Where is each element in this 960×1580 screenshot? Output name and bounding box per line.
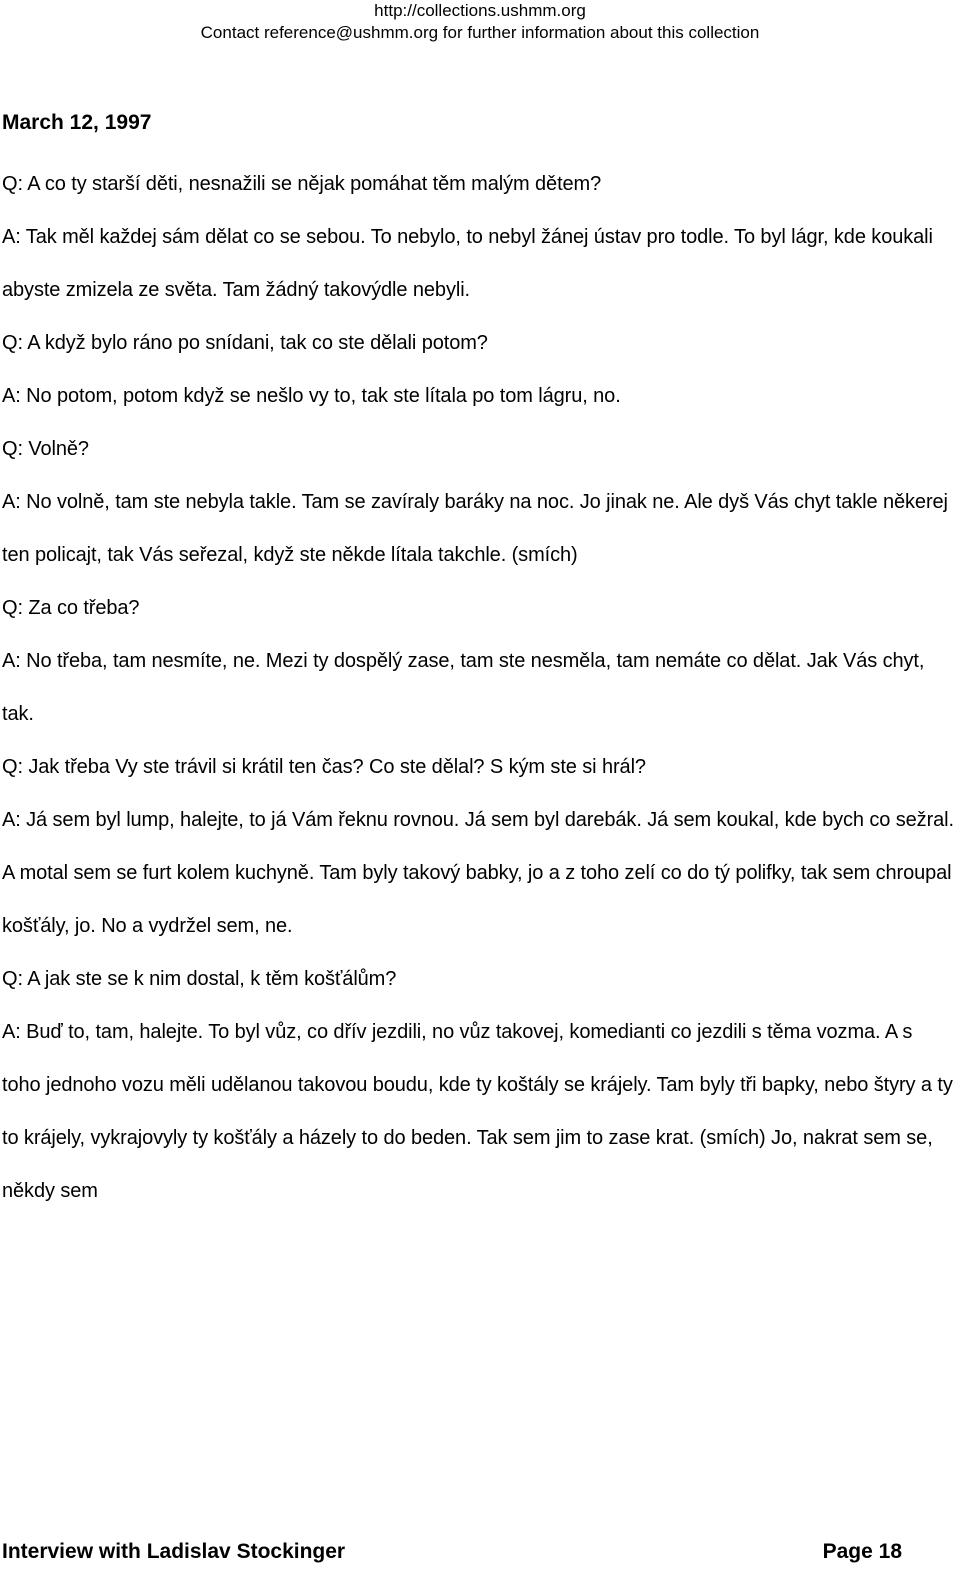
transcript-paragraph: A: No volně, tam ste nebyla takle. Tam se zavíraly baráky na noc. Jo jinak ne. Ale dyš Vás chyt takle někerej ten policajt, tak Vás seřezal, když ste někde lítala takchle. (smích) bbox=[2, 491, 948, 566]
transcript-paragraph: Q: Volně? bbox=[2, 438, 89, 460]
transcript-paragraph: Q: A jak ste se k nim dostal, k těm košťálům? bbox=[2, 968, 397, 990]
transcript-paragraph: Q: A co ty starší děti, nesnažili se nějak pomáhat těm malým dětem? bbox=[2, 173, 602, 195]
page-header bbox=[0, 0, 960, 44]
transcript-paragraph: Q: Za co třeba? bbox=[2, 597, 140, 619]
interview-date: March 12, 1997 bbox=[2, 111, 152, 134]
transcript-paragraph: A: Buď to, tam, halejte. To byl vůz, co dřív jezdili, no vůz takovej, komedianti co jezdili s těma vozma. A s toho jednoho vozu měli udělanou takovou boudu, kde ty koštály se krájely. Tam byly tři bapky, nebo štyry a ty to krájely, vykrajovyly ty košťály a házely to do beden. Tak sem jim to zase krat. (smích) Jo, nakrat sem se, někdy sem bbox=[2, 1021, 953, 1202]
transcript-paragraph: Q: A když bylo ráno po snídani, tak co ste dělali potom? bbox=[2, 332, 488, 354]
transcript-paragraph: A: No třeba, tam nesmíte, ne. Mezi ty dospělý zase, tam ste nesměla, tam nemáte co dělat. Jak Vás chyt, tak. bbox=[2, 650, 925, 725]
footer-page-number: Page 18 bbox=[822, 1540, 902, 1563]
transcript-paragraph: A: No potom, potom když se nešlo vy to, tak ste lítala po tom lágru, no. bbox=[2, 385, 621, 407]
transcript-paragraph: A: Tak měl každej sám dělat co se sebou. To nebylo, to nebyl žánej ústav pro todle. To byl lágr, kde koukali abyste zmizela ze světa. Tam žádný takovýdle nebyli. bbox=[2, 226, 933, 301]
transcript-paragraph: A: Já sem byl lump, halejte, to já Vám řeknu rovnou. Já sem byl darebák. Já sem koukal, kde bych co sežral. A motal sem se furt kolem kuchyně. Tam byly takový babky, jo a z toho zelí co do tý polifky, tak sem chroupal košťály, jo. No a vydržel sem, ne. bbox=[2, 809, 954, 937]
footer-title: Interview with Ladislav Stockinger bbox=[2, 1540, 346, 1563]
header-url: http://collections.ushmm.org bbox=[374, 1, 586, 20]
transcript-paragraph: Q: Jak třeba Vy ste trávil si krátil ten čas? Co ste dělal? S kým ste si hrál? bbox=[2, 756, 646, 778]
header-contact: Contact reference@ushmm.org for further information about this collection bbox=[200, 23, 760, 42]
transcript-body bbox=[2, 158, 954, 1218]
